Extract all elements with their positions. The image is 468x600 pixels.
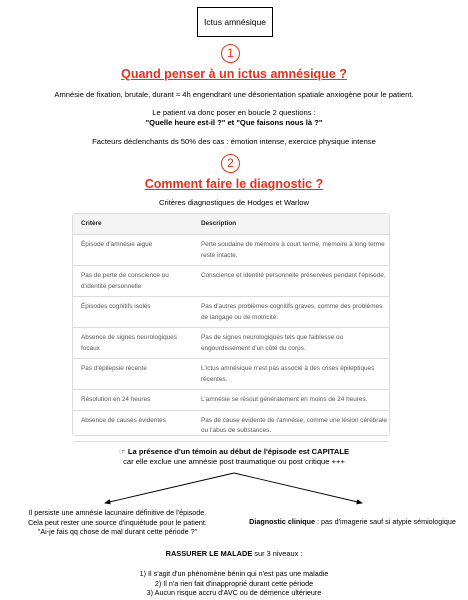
table-header-description: Description	[193, 214, 389, 235]
section-2-subtitle: Critères diagnostiques de Hodges et Warlow	[159, 198, 309, 207]
table-row	[73, 410, 389, 441]
table-row	[73, 297, 389, 328]
section-2-heading: Comment faire le diagnostic ?	[144, 177, 324, 191]
table-cell-criterion: Absence de signes neurologiques focaux	[73, 328, 193, 359]
right-branch-rest: : pas d'imagerie sauf si atypie sémiologique	[315, 517, 456, 526]
criteria-table	[73, 214, 389, 442]
table-row	[73, 266, 389, 297]
table-cell-description: Pas de signes neurologiques tels que faiblesse ou engourdissement d'un côté du corps.	[193, 328, 389, 359]
left-branch-line-2: Cela peut rester une source d'inquiétude pour le patient.	[28, 517, 207, 527]
section-1-number: 1	[227, 46, 234, 60]
table-row	[73, 359, 389, 390]
left-branch-line-1: Il persiste une amnésie lacunaire définitive de l'épisode.	[28, 508, 207, 517]
left-branch-text	[10, 508, 225, 537]
table-cell-criterion: Résolution en 24 heures	[73, 390, 193, 411]
table-cell-criterion: Pas de perte de conscience ou d'identité personnelle	[73, 266, 193, 297]
title-box	[197, 7, 273, 37]
section-1-number-circle	[221, 44, 240, 63]
table-cell-description: L'amnésie se résout généralement en moins de 24 heures.	[193, 390, 389, 411]
section-1-heading: Quand penser à un ictus amnésique ?	[121, 67, 347, 81]
rassurer-heading	[0, 549, 468, 559]
page-title: Ictus amnésique	[204, 17, 266, 27]
section-1-line-1: Amnésie de fixation, brutale, durant ≈ 4h engendrant une désorientation spatiale anxiogène pour le patient.	[54, 90, 414, 99]
table-cell-description: Pas de cause évidente de l'amnésie, comme une lésion cérébrale ou l'abus de substances.	[193, 410, 389, 441]
table-cell-description: Pas d'autres problèmes cognitifs graves, comme des problèmes de langage ou de motricité.	[193, 297, 389, 328]
table-cell-description: Perte soudaine de mémoire à court terme, mémoire à long terme reste intacte.	[193, 235, 389, 266]
table-header-row	[73, 214, 389, 235]
table-cell-criterion: Épisode d'amnésie aiguë	[73, 235, 193, 266]
table-row	[73, 328, 389, 359]
right-branch-text	[240, 517, 465, 527]
section-2-number-circle	[221, 154, 240, 173]
table-header-criterion: Critère	[73, 214, 193, 235]
table-cell-criterion: Absence de causes évidentes	[73, 410, 193, 441]
temoin-line-2: car elle exclue une amnésie post traumatique ou post critique +++	[123, 457, 345, 466]
section-2-number: 2	[227, 156, 234, 170]
table-row	[73, 390, 389, 411]
rassurer-item: 3) Aucun risque accru d'AVC ou de démence ultérieure	[146, 588, 322, 597]
table-cell-criterion: Pas d'épilepsie récente	[73, 359, 193, 390]
table-cell-description: Conscience et identité personnelle préservées pendant l'épisode.	[193, 266, 389, 297]
right-arrow	[234, 473, 362, 503]
table-cell-criterion: Épisodes cognitifs isolés	[73, 297, 193, 328]
rassurer-item: 2) Il n'a rien fait d'inapproprié durant cette période	[154, 578, 314, 588]
rassurer-list	[0, 569, 468, 598]
table-row	[73, 235, 389, 266]
temoin-line-1: La présence d'un témoin au début de l'épisode est CAPITALE	[127, 447, 350, 456]
rassurer-bold: RASSURER LE MALADE	[165, 549, 253, 558]
section-1-line-3: "Quelle heure est-il ?" et "Que faisons nous là ?"	[145, 118, 323, 127]
rassurer-rest: sur 3 niveaux :	[252, 549, 303, 558]
table-cell-description: L'ictus amnésique n'est pas associé à des crises épileptiques récentes.	[193, 359, 389, 390]
section-1-line-2: Le patient va donc poser en boucle 2 questions :	[152, 108, 316, 117]
section-1-line-4: Facteurs déclenchants ds 50% des cas : émotion intense, exercice physique intense	[92, 137, 376, 146]
temoin-note	[0, 447, 468, 457]
left-arrow	[105, 473, 234, 503]
pointing-hand-icon: ☞	[118, 447, 126, 456]
left-branch-line-3: "Ai-je fais qq chose de mal durant cette période ?"	[37, 527, 198, 536]
right-branch-bold: Diagnostic clinique	[249, 517, 316, 526]
rassurer-item: 1) Il s'agit d'un phénomène bénin qui n'est pas une maladie	[139, 569, 329, 578]
